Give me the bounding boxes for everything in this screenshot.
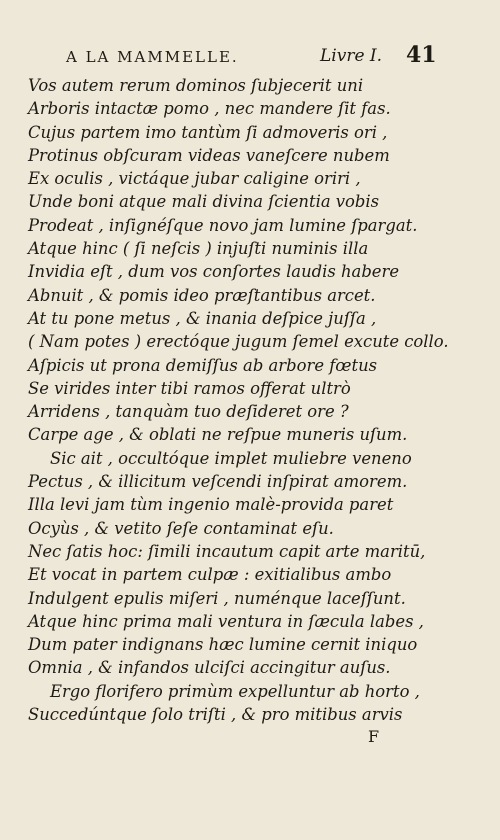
verse-body (28, 74, 468, 726)
verse-line: Pectus , & illicitum veſcendi inſpirat amorem. (28, 472, 408, 492)
verse-line: Ergo florifero primùm expelluntur ab horto , (50, 681, 420, 701)
signature-mark: F (368, 727, 380, 746)
verse-line: Unde boni atque mali divina ſcientia vobis (28, 192, 380, 212)
verse-line: Arridens , tanquàm tuo deſideret ore ? (28, 402, 349, 422)
verse-line: Sic ait , occultóque implet muliebre veneno (50, 448, 412, 468)
verse-line: Arboris intactæ pomo , nec mandere ſit fas. (28, 99, 391, 119)
verse-line: Abnuit , & pomis ideo præſtantibus arcet. (28, 285, 376, 305)
verse-line: Carpe age , & oblati ne reſpue muneris uſum. (28, 425, 408, 445)
verse-line: At tu pone metus , & inania deſpice juſſa , (28, 308, 377, 328)
verse-line: Aſpicis ut prona demiſſus ab arbore fœtus (28, 355, 378, 375)
verse-line: Cujus partem imo tantùm ſi admoveris ori , (28, 122, 388, 142)
verse-line: Omnia , & infandos ulciſci accingitur auſus. (28, 658, 391, 678)
verse-line: Prodeat , inſignéſque novo jam lumine ſpargat. (28, 215, 418, 235)
verse-line: Atque hinc prima mali ventura in ſæcula labes , (28, 611, 424, 631)
page-header (18, 44, 438, 70)
verse-line: Protinus obſcuram videas vaneſcere nubem (28, 145, 390, 165)
verse-line: Ex oculis , victáque jubar caligine oriri , (28, 169, 361, 189)
verse-line: Invidia eſt , dum vos conſortes laudis habere (28, 262, 400, 282)
verse-line: Ocyùs , & vetito ſeſe contaminat eſu. (28, 518, 334, 538)
verse-line: Nec ſatis hoc: ſimili incautum capit arte maritū, (28, 541, 426, 561)
running-head: A LA MAMMELLE. (66, 48, 239, 66)
verse-line: Illa levi jam tùm ingenio malè-provida paret (28, 495, 394, 515)
verse-line: Succedúntque ſolo triſti , & pro mitibus arvis (28, 705, 403, 725)
verse-line: ( Nam potes ) erectóque jugum ſemel excute collo. (28, 332, 449, 352)
verse-line: Vos autem rerum dominos ſubjecerit uni (28, 76, 364, 95)
verse-line: Et vocat in partem culpæ : exitialibus ambo (28, 565, 392, 585)
page-number: 41 (406, 42, 437, 68)
verse-line: Indulgent epulis miſeri , numénque laceſſunt. (28, 588, 406, 608)
verse-line: Se virides inter tibi ramos offerat ultrò (28, 378, 351, 398)
book-label: Livre I. (320, 46, 383, 66)
verse-line: Dum pater indignans hæc lumine cernit iniquo (28, 635, 418, 655)
verse-line: Atque hinc ( ſi neſcis ) injuſti numinis illa (28, 239, 369, 259)
